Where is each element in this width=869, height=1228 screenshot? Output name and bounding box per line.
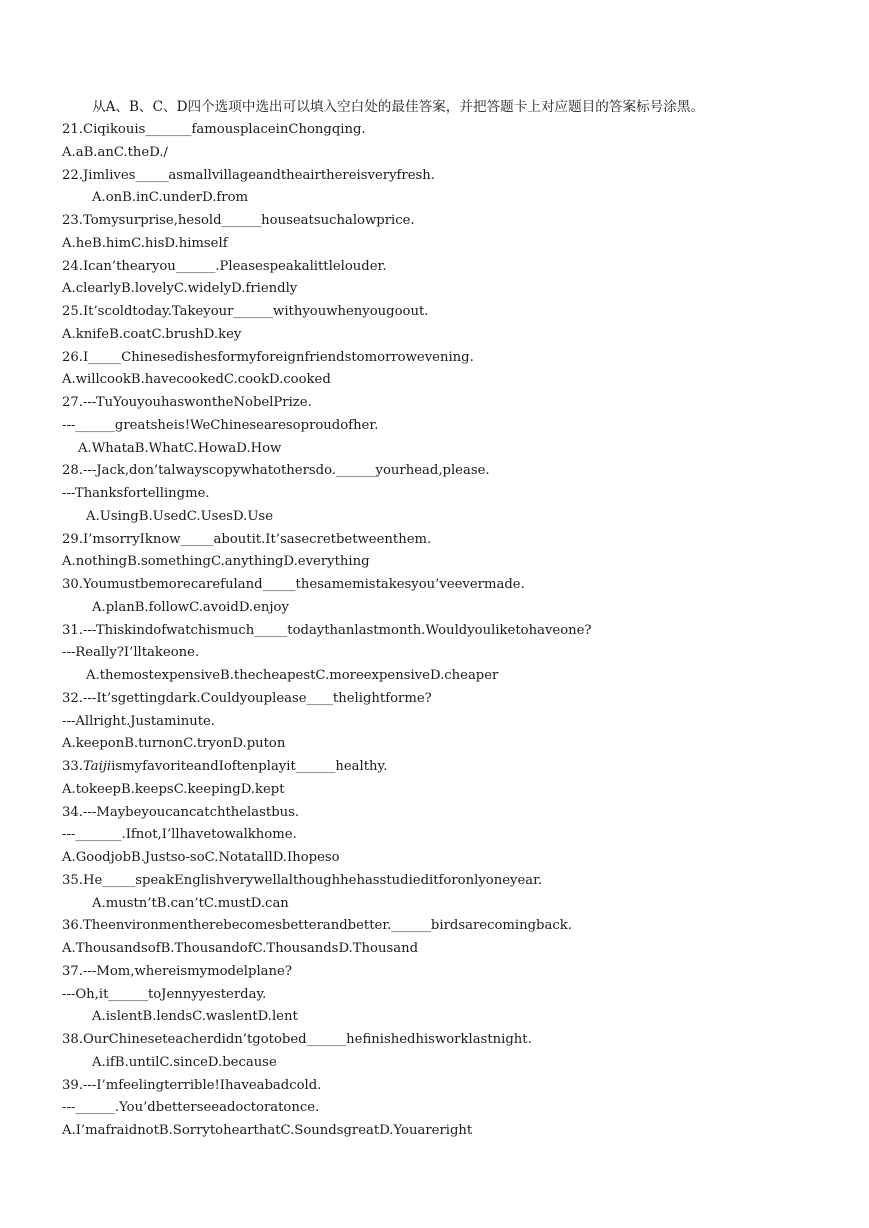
question-options: A.knifeB.coatC.brushD.key [62, 327, 242, 342]
question-number: 33. [62, 759, 83, 774]
question-options: A.planB.followC.avoidD.enjoy [92, 600, 289, 615]
question-stem: 31.---Thiskindofwatchismuch_____todaythanlastmonth.Wouldyouliketohaveone? [62, 623, 592, 638]
question-options: A.keeponB.turnonC.tryonD.puton [62, 736, 286, 751]
question-stem: 36.Theenvironmentherebecomesbetterandbetter.______birdsarecomingback. [62, 918, 572, 933]
question-stem: 37.---Mom,whereismymodelplane? [62, 964, 292, 979]
question-stem: 38.OurChineseteacherdidn’tgotobed______hefinishedhisworklastnight. [62, 1032, 532, 1047]
question-stem: 39.---I’mfeelingterrible!Ihaveabadcold. [62, 1078, 322, 1093]
question-stem: 28.---Jack,don’talwayscopywhatothersdo.______yourhead,please. [62, 463, 490, 478]
question-stem-line2: ---______greatsheis!WeChinesearesoproudofher. [62, 418, 379, 433]
question-options: A.onB.inC.underD.from [92, 190, 249, 205]
question-options: A.willcookB.havecookedC.cookD.cooked [62, 372, 331, 387]
question-options: A.aB.anC.theD./ [62, 145, 168, 160]
question-options: A.UsingB.UsedC.UsesD.Use [86, 509, 274, 524]
question-options: A.themostexpensiveB.thecheapestC.moreexpensiveD.cheaper [86, 668, 499, 683]
question-options: A.GoodjobB.Justso-soC.NotatallD.Ihopeso [62, 850, 340, 865]
question-options: A.WhataB.WhatC.HowaD.How [78, 441, 282, 456]
question-stem: 34.---Maybeyoucancatchthelastbus. [62, 805, 300, 820]
question-options: A.islentB.lendsC.waslentD.lent [92, 1009, 298, 1024]
question-stem-line2: ---_______.Ifnot,I’llhavetowalkhome. [62, 827, 297, 842]
question-stem: 29.I’msorryIknow_____aboutit.It’sasecretbetweenthem. [62, 532, 432, 547]
question-stem: 25.It’scoldtoday.Takeyour______withyouwhenyougoout. [62, 304, 429, 319]
question-stem-line2: ---______.You’dbetterseeadoctoratonce. [62, 1100, 320, 1115]
question-stem: 23.Tomysurprise,hesold______houseatsuchalowprice. [62, 213, 415, 228]
question-stem-line2: ---Really?I’lltakeone. [62, 645, 200, 660]
question-stem: 22.Jimlives_____asmallvillageandtheairthereisveryfresh. [62, 168, 435, 183]
question-options: A.tokeepB.keepsC.keepingD.kept [62, 782, 285, 797]
question-options: A.I’mafraidnotB.SorrytohearthatC.SoundsgreatD.Youareright [62, 1123, 473, 1138]
instruction-text: 从A、B、C、D四个选项中选出可以填入空白处的最佳答案，并把答题卡上对应题目的答案标号涂黑。 [92, 99, 705, 115]
question-stem-line2: ---Allright.Justaminute. [62, 714, 215, 729]
question-options: A.mustn’tB.can’tC.mustD.can [92, 896, 289, 911]
question-options: A.clearlyB.lovelyC.widelyD.friendly [62, 281, 298, 296]
question-stem: 21.Ciqikouis_______famousplaceinChongqing. [62, 122, 366, 137]
question-stem: 27.---TuYouyouhaswontheNobelPrize. [62, 395, 312, 410]
italic-term: Taiji [82, 759, 112, 774]
question-stem-line2: ---Thanksfortellingme. [62, 486, 210, 501]
question-stem: 30.Youmustbemorecarefuland_____thesamemistakesyou’veevermade. [62, 577, 525, 592]
question-stem-rest: ismyfavoriteandIoftenplayit______healthy. [111, 759, 388, 774]
question-stem: 32.---It’sgettingdark.Couldyouplease____thelightforme? [62, 691, 432, 706]
question-options: A.nothingB.somethingC.anythingD.everything [62, 554, 370, 569]
question-stem: 26.I_____Chinesedishesformyforeignfriendstomorrowevening. [62, 350, 474, 365]
question-options: A.heB.himC.hisD.himself [62, 236, 228, 251]
question-options: A.ThousandsofB.ThousandofC.ThousandsD.Thousand [62, 941, 419, 956]
question-stem: 35.He_____speakEnglishverywellalthoughhehasstudieditforonlyoneyear. [62, 873, 543, 888]
question-stem-line2: ---Oh,it______toJennyyesterday. [62, 987, 267, 1002]
question-stem [62, 758, 387, 776]
question-stem: 24.Ican’thearyou______.Pleasespeakalittlelouder. [62, 259, 387, 274]
question-options: A.ifB.untilC.sinceD.because [92, 1055, 277, 1070]
